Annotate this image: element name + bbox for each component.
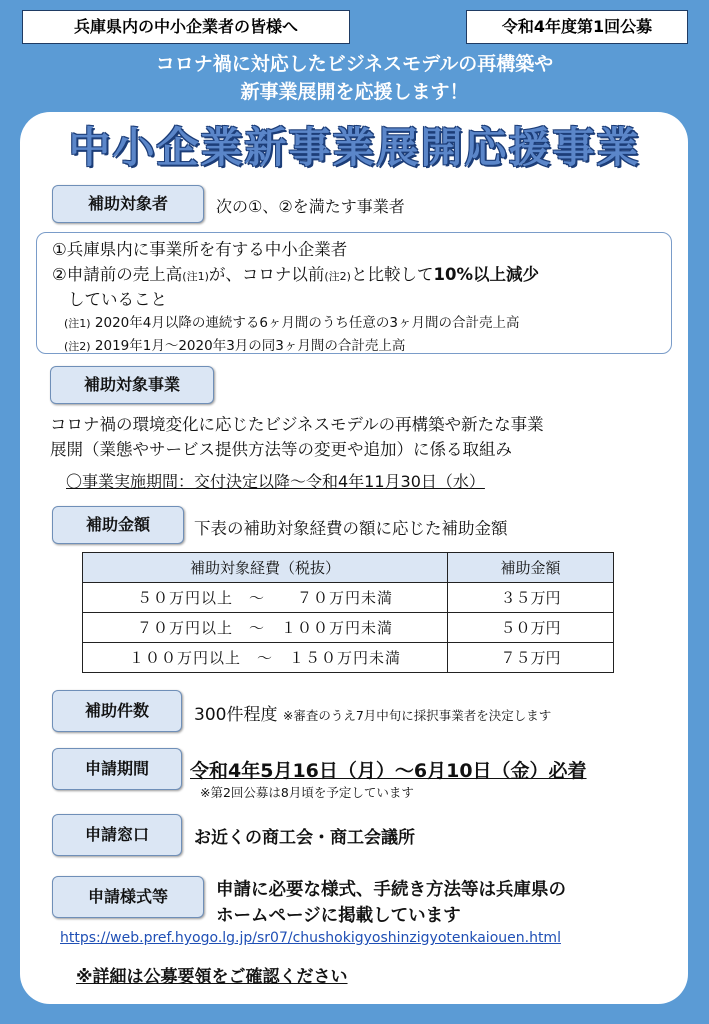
website-link[interactable]: https://web.pref.hyogo.lg.jp/sr07/chushokigyoshinzigyotenkaiouen.html [60, 930, 561, 946]
footnote-2-text: 2019年1月～2020年3月の同3ヶ月間の合計売上高 [94, 338, 406, 354]
period-note: ※第2回公募は8月頃を予定しています [200, 785, 414, 800]
condition-2-part-b: が、コロナ以前 [208, 265, 325, 284]
project-desc-2: 展開（業態やサービス提供方法等の変更や追加）に係る取組み [50, 440, 512, 459]
condition-2-bold: 10%以上減少 [433, 265, 539, 284]
table-cell-amount: ３５万円 [448, 583, 614, 613]
eligible-lead: 次の①、②を満たす事業者 [216, 197, 405, 216]
project-desc-1: コロナ禍の環境変化に応じたビジネスモデルの再構築や新たな事業 [50, 415, 544, 434]
forms-line-2: ホームページに掲載しています [216, 906, 461, 926]
condition-2 [52, 261, 539, 285]
period-label: 申請期間 [52, 748, 182, 790]
forms-line-1: 申請に必要な様式、手続き方法等は兵庫県の [216, 880, 566, 900]
project-label: 補助対象事業 [50, 366, 214, 404]
footnote-1-text: 2020年4月以降の連続する6ヶ月間のうち任意の3ヶ月間の合計売上高 [94, 315, 520, 331]
count-row [194, 700, 551, 725]
condition-1: ①兵庫県内に事業所を有する中小企業者 [52, 240, 348, 259]
subtitle-line-2: 新事業展開を応援します！ [240, 81, 469, 103]
footnote-2 [64, 334, 405, 354]
count-note: ※審査のうえ7月中旬に採択事業者を決定します [282, 708, 552, 723]
amount-table [82, 552, 614, 673]
condition-2-part-a: ②申請前の売上高 [52, 265, 183, 284]
window-label: 申請窓口 [52, 814, 182, 856]
eligible-label: 補助対象者 [52, 185, 204, 223]
table-row [83, 583, 614, 613]
table-header-amount: 補助金額 [448, 553, 614, 583]
period-value: 令和4年5月16日（月）～6月10日（金）必着 [190, 760, 587, 782]
round-label: 令和4年度第1回公募 [466, 10, 688, 44]
footnote-1 [64, 311, 520, 331]
amount-label: 補助金額 [52, 506, 184, 544]
footnote-2-tag: (注2) [64, 340, 91, 353]
table-cell-cost: ７０万円以上 ～ １００万円未満 [83, 613, 448, 643]
count-label: 補助件数 [52, 690, 182, 732]
count-value: 300件程度 [194, 705, 278, 725]
table-cell-amount: ５０万円 [448, 613, 614, 643]
project-period: 〇事業実施期間：交付決定以降～令和4年11月30日（水） [66, 472, 485, 491]
table-cell-cost: ５０万円以上 ～ ７０万円未満 [83, 583, 448, 613]
page-title: 中小企業新事業展開応援事業 [68, 123, 641, 172]
subtitle-line-1: コロナ禍に対応したビジネスモデルの再構築や [155, 53, 554, 75]
window-value: お近くの商工会・商工会議所 [194, 828, 415, 848]
forms-label: 申請様式等 [52, 876, 204, 918]
condition-2-part-c: と比較して [350, 265, 434, 284]
table-row [83, 643, 614, 673]
audience-label: 兵庫県内の中小企業者の皆様へ [22, 10, 350, 44]
table-cell-amount: ７５万円 [448, 643, 614, 673]
footnote-1-tag: (注1) [64, 317, 91, 330]
footer-note: ※詳細は公募要領をご確認ください [76, 967, 348, 987]
condition-2-continued: していること [68, 290, 167, 309]
subtitle [0, 50, 709, 106]
table-cell-cost: １００万円以上 ～ １５０万円未満 [83, 643, 448, 673]
condition-2-note-1: (注1) [182, 270, 209, 283]
table-row [83, 613, 614, 643]
condition-2-note-2: (注2) [324, 270, 351, 283]
table-header-row [83, 553, 614, 583]
table-header-cost: 補助対象経費（税抜） [83, 553, 448, 583]
amount-lead: 下表の補助対象経費の額に応じた補助金額 [194, 519, 508, 538]
